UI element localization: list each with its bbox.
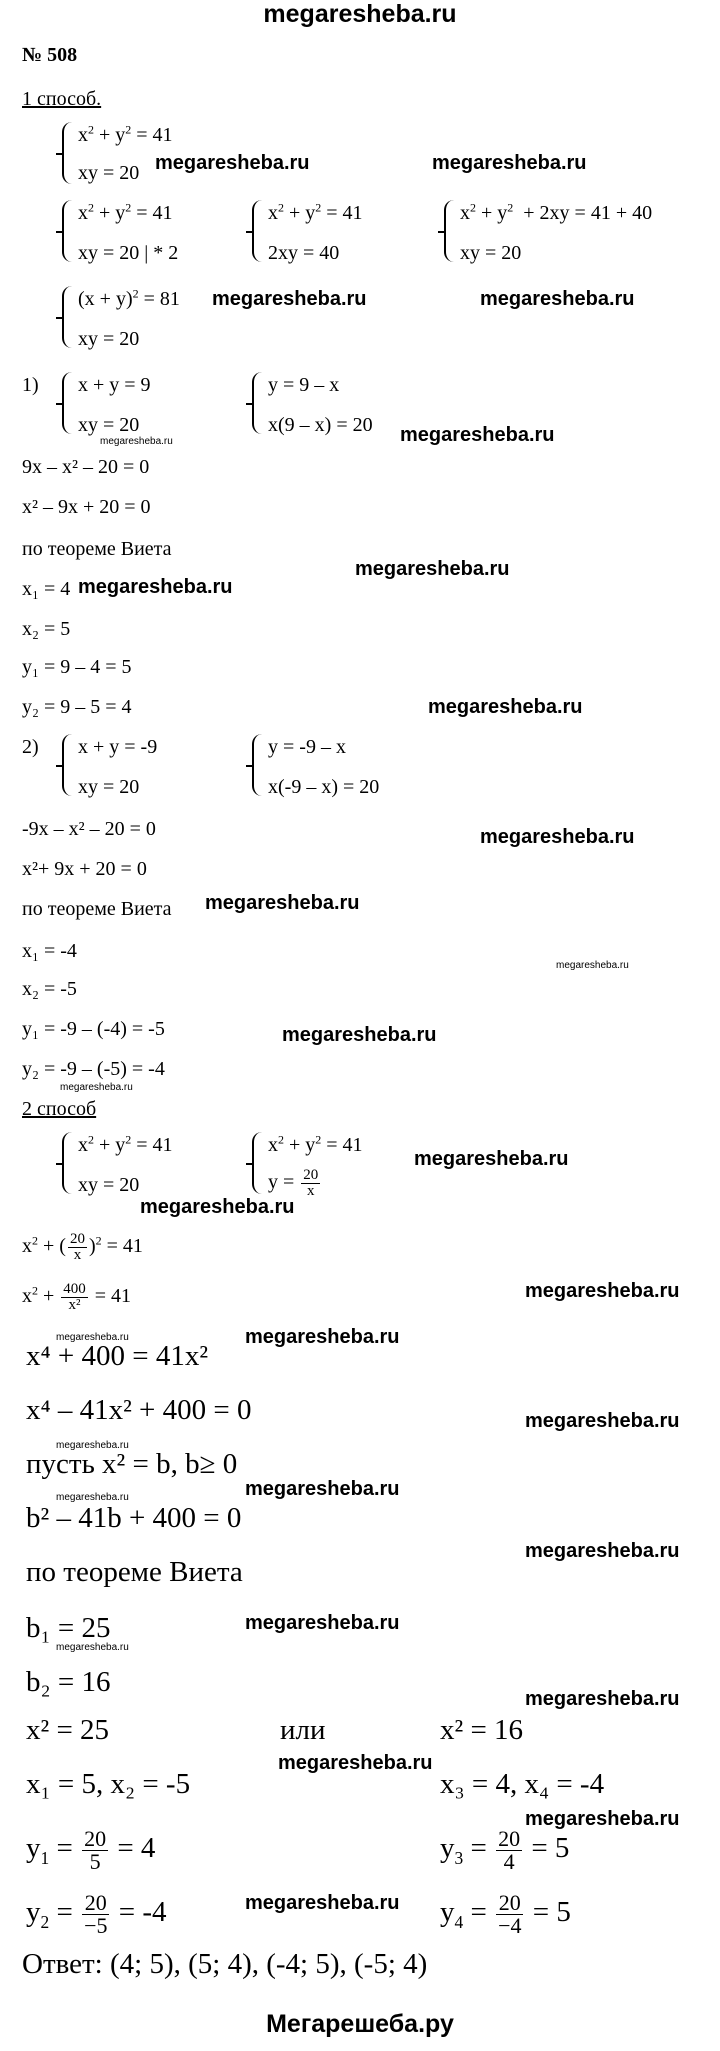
watermark: megaresheba.ru: [525, 1688, 680, 1710]
root: x₂ = -5: [22, 978, 77, 1000]
watermark: megaresheba.ru: [60, 1082, 133, 1093]
watermark: megaresheba.ru: [56, 1332, 129, 1343]
root: y₂ = -9 – (-5) = -4: [22, 1058, 165, 1080]
equation: пусть x² = b, b≥ 0: [26, 1448, 238, 1480]
system-brace: [252, 734, 266, 796]
watermark: megaresheba.ru: [245, 1892, 400, 1914]
equation: y = 9 – x: [268, 374, 340, 396]
vieta-text: по теореме Виета: [22, 898, 172, 920]
watermark: megaresheba.ru: [282, 1024, 437, 1046]
root: $y_4$ = $\frac{20}{-4}$ = 5: [440, 1890, 571, 1938]
watermark: megaresheba.ru: [355, 558, 510, 580]
equation: $x^2 + y^2 = 41$: [268, 200, 363, 224]
equation: xy = 20: [78, 776, 140, 798]
equation: x + y = 9: [78, 374, 151, 396]
system-brace: [252, 372, 266, 434]
root: y₂ = 9 – 5 = 4: [22, 696, 132, 718]
system-brace: [252, 1132, 266, 1194]
equation: x² – 9x + 20 = 0: [22, 496, 151, 518]
equation: x⁴ – 41x² + 400 = 0: [26, 1394, 252, 1426]
root: x₁ = 4: [22, 578, 71, 600]
root: $y_1$ = $\frac{20}{5}$ = 4: [26, 1826, 156, 1874]
system-brace: [444, 200, 458, 262]
watermark: megaresheba.ru: [245, 1478, 400, 1500]
equation: b² – 41b + 400 = 0: [26, 1502, 242, 1534]
header-site-watermark: megaresheba.ru: [263, 0, 457, 28]
equation: xy = 20: [78, 328, 140, 350]
watermark: megaresheba.ru: [155, 152, 310, 174]
watermark: megaresheba.ru: [278, 1752, 433, 1774]
equation: $x^2 + y^2 = 41$: [78, 200, 173, 224]
equation: x² = 25: [26, 1714, 110, 1746]
root: y₁ = 9 – 4 = 5: [22, 656, 132, 678]
watermark: megaresheba.ru: [525, 1280, 680, 1302]
watermark: megaresheba.ru: [245, 1612, 400, 1634]
root: b₁ = 25: [26, 1612, 111, 1644]
watermark: megaresheba.ru: [212, 288, 367, 310]
vieta-text: по теореме Виета: [26, 1556, 243, 1588]
system-brace: [62, 122, 76, 184]
root: x₃ = 4, x₄ = -4: [440, 1768, 605, 1800]
root: y₁ = -9 – (-4) = -5: [22, 1018, 165, 1040]
equation: $x^2$ + ( $\frac{20}{x}$ )$^2$ = 41: [22, 1231, 143, 1263]
equation: x² = 16: [440, 1714, 524, 1746]
equation: x + y = -9: [78, 736, 158, 758]
equation: $x^2$ + $\frac{400}{\text{x²}}$ = 41: [22, 1281, 132, 1313]
vieta-text: по теореме Виета: [22, 538, 172, 560]
watermark: megaresheba.ru: [525, 1808, 680, 1830]
watermark: megaresheba.ru: [428, 696, 583, 718]
step-label: 2): [22, 736, 39, 758]
watermark: megaresheba.ru: [525, 1540, 680, 1562]
root: b₂ = 16: [26, 1666, 111, 1698]
watermark: megaresheba.ru: [56, 1440, 129, 1451]
equation: xy = 20 | * 2: [78, 242, 179, 264]
equation: x(-9 – x) = 20: [268, 776, 380, 798]
equation: 2xy = 40: [268, 242, 340, 264]
method1-heading: 1 способ.: [22, 88, 102, 110]
equation: $x^2 + y^2 = 41$: [78, 122, 173, 146]
watermark: megaresheba.ru: [400, 424, 555, 446]
watermark: megaresheba.ru: [56, 1492, 129, 1503]
problem-number: № 508: [22, 44, 78, 66]
root: x₁ = -4: [22, 940, 77, 962]
method2-heading: 2 способ: [22, 1098, 97, 1120]
watermark: megaresheba.ru: [205, 892, 360, 914]
equation: y = $\frac{20}{x}$: [268, 1167, 319, 1199]
watermark: megaresheba.ru: [78, 576, 233, 598]
system-brace: [62, 286, 76, 348]
system-brace: [62, 734, 76, 796]
watermark: megaresheba.ru: [480, 288, 635, 310]
watermark: megaresheba.ru: [100, 436, 173, 447]
root: $y_3$ = $\frac{20}{4}$ = 5: [440, 1826, 570, 1874]
watermark: megaresheba.ru: [245, 1326, 400, 1348]
system-brace: [62, 1132, 76, 1194]
watermark: megaresheba.ru: [140, 1196, 295, 1218]
root: x₂ = 5: [22, 618, 71, 640]
equation: $(x + y)^2 = 81$: [78, 286, 180, 310]
equation: x⁴ + 400 = 41x²: [26, 1340, 209, 1372]
equation: x(9 – x) = 20: [268, 414, 373, 436]
equation: x²+ 9x + 20 = 0: [22, 858, 147, 880]
answer: Ответ: (4; 5), (5; 4), (-4; 5), (-5; 4): [22, 1948, 428, 1980]
watermark: megaresheba.ru: [414, 1148, 569, 1170]
equation: -9x – x² – 20 = 0: [22, 818, 156, 840]
equation: 9x – x² – 20 = 0: [22, 456, 150, 478]
equation: $x^2 + y^2 = 41$: [78, 1132, 173, 1156]
root: x₁ = 5, x₂ = -5: [26, 1768, 191, 1800]
equation: xy = 20: [460, 242, 522, 264]
watermark: megaresheba.ru: [480, 826, 635, 848]
watermark: megaresheba.ru: [556, 960, 629, 971]
watermark: megaresheba.ru: [432, 152, 587, 174]
or-word: или: [280, 1714, 326, 1746]
equation: xy = 20: [78, 414, 140, 436]
footer-site-watermark: Мегарешеба.ру: [266, 2010, 454, 2038]
root: $y_2$ = $\frac{20}{-5}$ = -4: [26, 1890, 167, 1938]
system-brace: [62, 200, 76, 262]
step-label: 1): [22, 374, 39, 396]
watermark: megaresheba.ru: [56, 1642, 129, 1653]
equation: xy = 20: [78, 1174, 140, 1196]
equation: $x^2 + y^2 + 2xy = 41 + 40$: [460, 200, 653, 224]
equation: $x^2 + y^2 = 41$: [268, 1132, 363, 1156]
equation: xy = 20: [78, 162, 140, 184]
equation: y = -9 – x: [268, 736, 346, 758]
system-brace: [252, 200, 266, 262]
watermark: megaresheba.ru: [525, 1410, 680, 1432]
system-brace: [62, 372, 76, 434]
